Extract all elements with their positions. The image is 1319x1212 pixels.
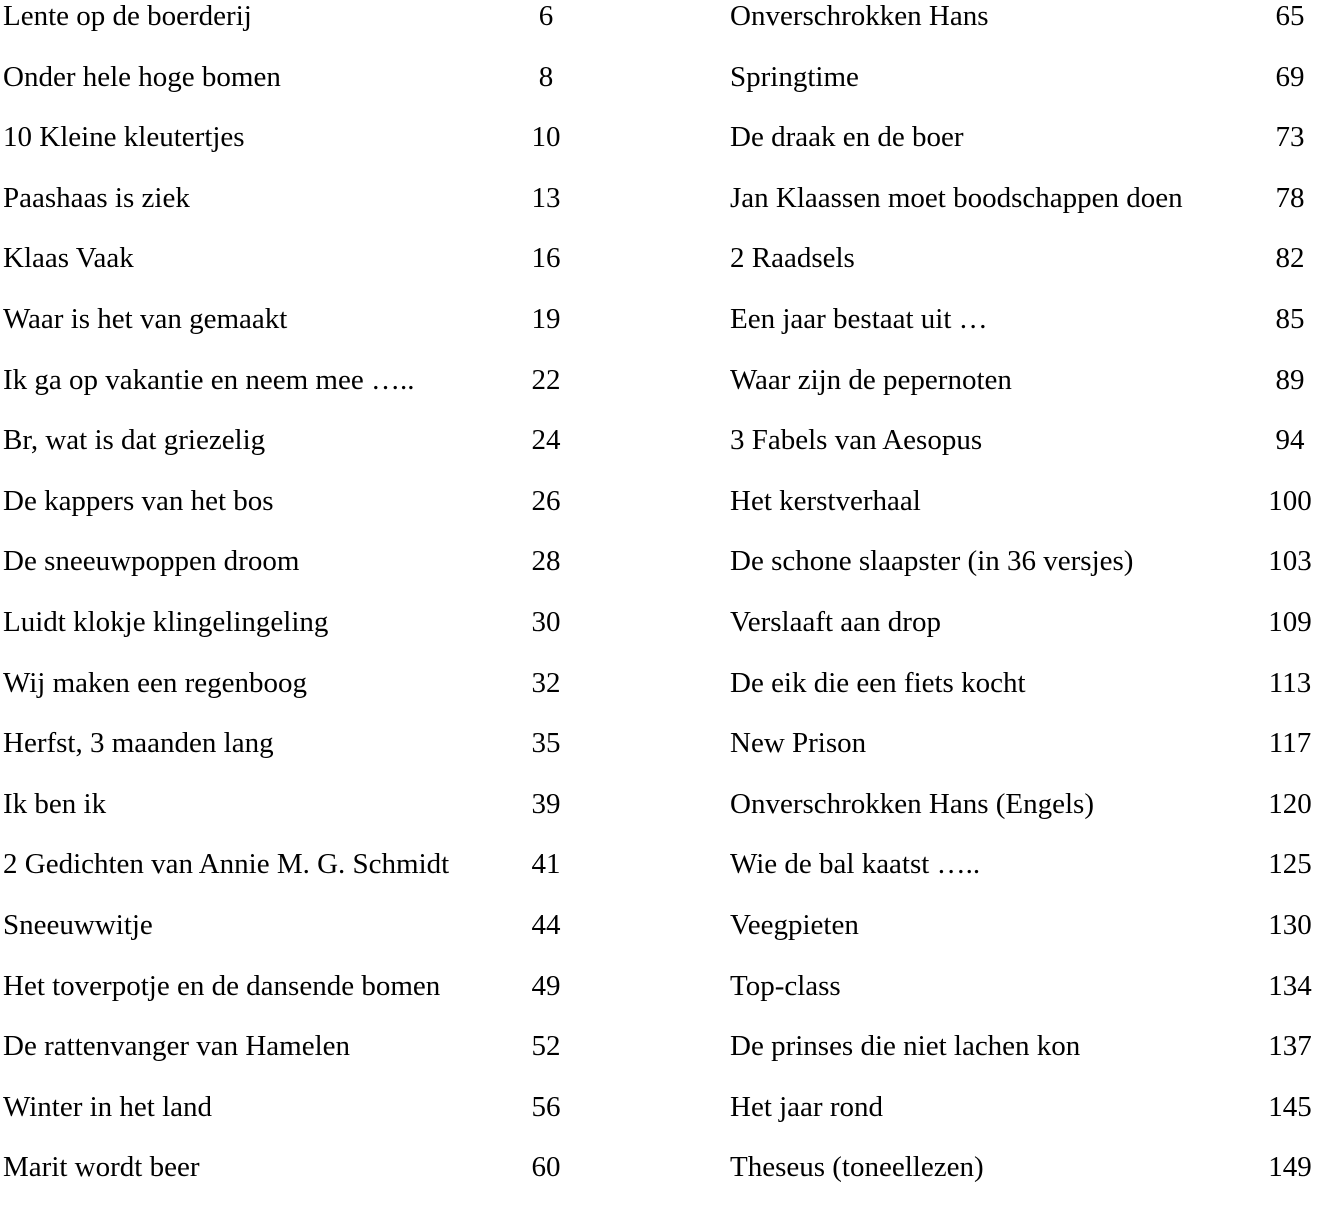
toc-entry-title: Paashaas is ziek — [3, 181, 190, 214]
toc-entry-title: Sneeuwwitje — [3, 908, 153, 941]
toc-entry-title: De draak en de boer — [730, 121, 964, 154]
toc-entry-page-number: 137 — [1268, 1030, 1312, 1063]
toc-entry-page-number: 26 — [531, 484, 561, 517]
toc-entry-page-number: 41 — [531, 848, 561, 881]
toc-entry-title: Een jaar bestaat uit … — [730, 302, 988, 335]
toc-entry-title: 10 Kleine kleutertjes — [3, 121, 245, 154]
toc-entry-page-number: 149 — [1268, 1151, 1312, 1184]
toc-entry-page-number: 30 — [531, 605, 561, 638]
toc-entry-page-number: 28 — [531, 545, 561, 578]
toc-entry-page-number: 6 — [538, 0, 554, 32]
toc-entry-title: Waar zijn de pepernoten — [730, 363, 1012, 396]
toc-entry-title: De eik die een fiets kocht — [730, 666, 1026, 699]
toc-entry-page-number: 39 — [531, 787, 561, 820]
toc-entry-page-number: 78 — [1275, 181, 1305, 214]
toc-entry-title: Verslaaft aan drop — [730, 605, 941, 638]
toc-entry-title: Onder hele hoge bomen — [3, 60, 281, 93]
toc-entry-page-number: 65 — [1275, 0, 1305, 32]
toc-entry-title: Klaas Vaak — [3, 242, 134, 275]
toc-entry-title: Het toverpotje en de dansende bomen — [3, 969, 441, 1002]
toc-entry-page-number: 19 — [531, 302, 561, 335]
toc-entry-title: De sneeuwpoppen droom — [3, 545, 300, 578]
toc-entry-page-number: 82 — [1275, 242, 1305, 275]
toc-entry-page-number: 49 — [531, 969, 561, 1002]
toc-entry-title: Onverschrokken Hans (Engels) — [730, 787, 1095, 820]
toc-entry-title: Het kerstverhaal — [730, 484, 921, 517]
toc-entry-title: 2 Raadsels — [730, 242, 855, 275]
toc-entry-page-number: 52 — [531, 1030, 561, 1063]
toc-entry-page-number: 10 — [531, 121, 561, 154]
toc-entry-title: 2 Gedichten van Annie M. G. Schmidt — [3, 848, 450, 881]
toc-entry-page-number: 35 — [531, 727, 561, 760]
toc-entry-title: New Prison — [730, 727, 867, 760]
toc-entry-title: Jan Klaassen moet boodschappen doen — [730, 181, 1183, 214]
toc-entry-page-number: 120 — [1268, 787, 1312, 820]
toc-entry-page-number: 24 — [531, 424, 561, 457]
toc-entry-page-number: 113 — [1268, 666, 1312, 699]
toc-entry-title: Wie de bal kaatst ….. — [730, 848, 981, 881]
toc-entry-page-number: 109 — [1268, 605, 1312, 638]
toc-entry-page-number: 125 — [1268, 848, 1312, 881]
toc-entry-title: Theseus (toneellezen) — [730, 1151, 984, 1184]
toc-entry-page-number: 103 — [1268, 545, 1312, 578]
toc-entry-page-number: 130 — [1268, 908, 1312, 941]
toc-entry-page-number: 56 — [531, 1090, 561, 1123]
toc-entry-title: De rattenvanger van Hamelen — [3, 1030, 351, 1063]
toc-entry-page-number: 145 — [1268, 1090, 1312, 1123]
toc-entry-title: Luidt klokje klingelingeling — [3, 605, 329, 638]
toc-entry-page-number: 89 — [1275, 363, 1305, 396]
toc-entry-page-number: 94 — [1275, 424, 1305, 457]
toc-entry-page-number: 73 — [1275, 121, 1305, 154]
toc-entry-title: De kappers van het bos — [3, 484, 274, 517]
toc-entry-title: Br, wat is dat griezelig — [3, 424, 266, 457]
toc-entry-title: Wij maken een regenboog — [3, 666, 308, 699]
toc-entry-title: De schone slaapster (in 36 versjes) — [730, 545, 1134, 578]
toc-entry-page-number: 13 — [531, 181, 561, 214]
toc-entry-page-number: 8 — [538, 60, 554, 93]
toc-entry-title: Springtime — [730, 60, 859, 93]
toc-entry-title: Waar is het van gemaakt — [3, 302, 288, 335]
toc-entry-title: Veegpieten — [730, 908, 859, 941]
toc-entry-page-number: 22 — [531, 363, 561, 396]
toc-entry-page-number: 16 — [531, 242, 561, 275]
toc-entry-title: De prinses die niet lachen kon — [730, 1030, 1081, 1063]
toc-entry-page-number: 117 — [1268, 727, 1312, 760]
toc-entry-title: Herfst, 3 maanden lang — [3, 727, 274, 760]
toc-entry-page-number: 44 — [531, 908, 561, 941]
toc-entry-title: 3 Fabels van Aesopus — [730, 424, 983, 457]
toc-entry-title: Ik ben ik — [3, 787, 107, 820]
toc-entry-page-number: 134 — [1268, 969, 1312, 1002]
toc-entry-title: Winter in het land — [3, 1090, 213, 1123]
toc-entry-page-number: 100 — [1268, 484, 1312, 517]
toc-entry-page-number: 69 — [1275, 60, 1305, 93]
toc-entry-title: Ik ga op vakantie en neem mee ….. — [3, 363, 415, 396]
toc-entry-page-number: 32 — [531, 666, 561, 699]
toc-entry-title: Top-class — [730, 969, 841, 1002]
toc-entry-title: Het jaar rond — [730, 1090, 883, 1123]
toc-entry-page-number: 85 — [1275, 302, 1305, 335]
toc-entry-page-number: 60 — [531, 1151, 561, 1184]
toc-entry-title: Onverschrokken Hans — [730, 0, 989, 32]
toc-entry-title: Marit wordt beer — [3, 1151, 200, 1184]
toc-entry-title: Lente op de boerderij — [3, 0, 252, 32]
